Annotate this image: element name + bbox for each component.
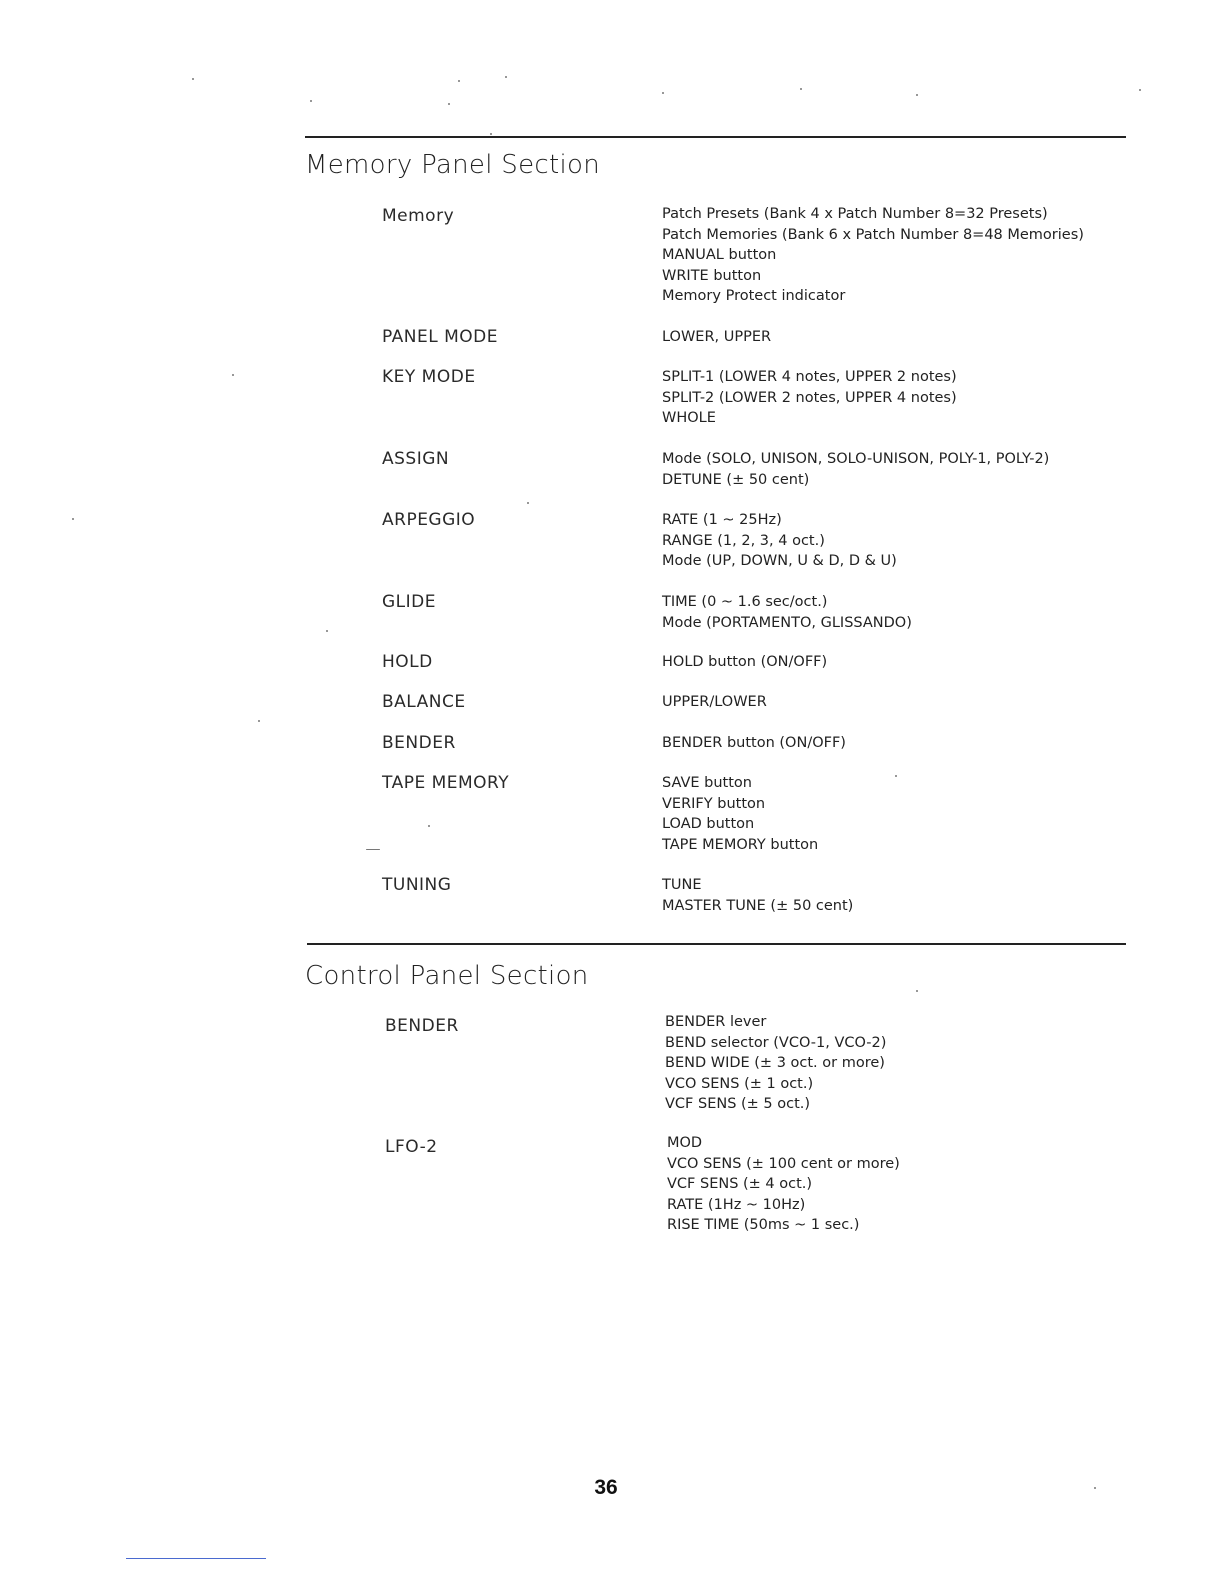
spec-values [665,1012,886,1115]
spec-value: TUNE [662,877,702,893]
scan-speck [916,94,918,96]
scan-speck [326,630,328,632]
spec-label: ARPEGGIO [382,510,476,530]
spec-value: TIME (0 ~ 1.6 sec/oct.) [662,594,828,610]
scan-speck [1139,89,1141,91]
spec-value: TAPE MEMORY button [662,836,819,853]
spec-value: Mode (UP, DOWN, U & D, D & U) [662,553,897,569]
scan-speck [662,92,664,94]
spec-value: SPLIT-2 (LOWER 2 notes, UPPER 4 notes) [662,389,957,406]
scan-edge-line [126,1558,266,1559]
spec-values [662,773,818,855]
spec-values [662,367,957,429]
spec-value: VCF SENS (± 4 oct.) [667,1176,813,1192]
scan-speck [895,775,897,777]
spec-value: SPLIT-1 (LOWER 4 notes, UPPER 2 notes) [662,369,957,385]
scan-speck [366,849,380,850]
spec-value: MANUAL button [662,247,777,263]
scan-speck [490,133,492,135]
spec-value: MOD [667,1135,703,1151]
spec-value: Patch Memories (Bank 6 x Patch Number 8=48 Memories) [662,226,1084,243]
spec-values [662,875,853,916]
spec-label: TAPE MEMORY [382,773,510,793]
spec-value: RATE (1 ~ 25Hz) [662,512,782,528]
scan-speck [916,990,918,992]
scan-speck [310,100,312,102]
spec-value: RISE TIME (50ms ~ 1 sec.) [667,1217,860,1233]
spec-value: VCO SENS (± 100 cent or more) [667,1155,900,1172]
spec-label: TUNING [382,875,452,895]
spec-value: RATE (1Hz ~ 10Hz) [667,1196,806,1213]
spec-label: BENDER [382,733,456,753]
spec-value: UPPER/LOWER [662,694,767,710]
spec-value: MASTER TUNE (± 50 cent) [662,897,854,914]
scan-speck [458,80,460,82]
spec-value: Memory Protect indicator [662,288,846,304]
spec-value: WHOLE [662,410,716,426]
spec-values [662,449,1049,490]
spec-values [662,733,846,754]
control-section-title: Control Panel Section [305,961,589,991]
spec-value: DETUNE (± 50 cent) [662,471,810,488]
spec-value: BENDER lever [665,1014,767,1030]
spec-value: Mode (SOLO, UNISON, SOLO-UNISON, POLY-1, POLY-2) [662,451,1050,467]
spec-label: BENDER [385,1016,459,1036]
scan-speck [800,88,802,90]
scan-speck [428,825,430,827]
spec-values [662,204,1084,307]
scan-speck [527,502,529,504]
spec-value: VCO SENS (± 1 oct.) [665,1075,814,1092]
spec-value: VERIFY button [662,795,766,812]
spec-values [662,692,767,713]
memory-section-title: Memory Panel Section [305,150,601,180]
spec-values [667,1133,900,1236]
spec-value: BEND WIDE (± 3 oct. or more) [665,1055,885,1071]
spec-label: BALANCE [382,692,466,712]
spec-values [662,327,771,348]
scan-speck [1094,1487,1096,1489]
spec-label: ASSIGN [382,449,450,469]
spec-label: LFO-2 [385,1137,438,1157]
spec-value: HOLD button (ON/OFF) [662,654,828,670]
spec-value: VCF SENS (± 5 oct.) [665,1096,811,1112]
spec-label: Memory [382,206,455,226]
page-number: 36 [594,1476,618,1499]
spec-value: LOAD button [662,816,755,832]
spec-value: SAVE button [662,775,752,791]
spec-value: RANGE (1, 2, 3, 4 oct.) [662,532,825,549]
scan-speck [72,518,74,520]
spec-label: KEY MODE [382,367,476,387]
spec-values [662,652,827,673]
scan-speck [192,78,194,80]
spec-value: Mode (PORTAMENTO, GLISSANDO) [662,614,912,631]
spec-value: BENDER button (ON/OFF) [662,735,846,751]
scan-speck [448,103,450,105]
spec-values [662,592,912,633]
spec-value: Patch Presets (Bank 4 x Patch Number 8=32 Presets) [662,206,1048,222]
spec-label: PANEL MODE [382,327,499,347]
scan-speck [505,76,507,78]
spec-value: LOWER, UPPER [662,329,772,345]
spec-value: BEND selector (VCO-1, VCO-2) [665,1034,887,1051]
spec-label: HOLD [382,652,433,672]
scan-speck [232,374,234,376]
spec-label: GLIDE [382,592,436,612]
section-rule-middle [307,943,1126,945]
section-rule-top [305,136,1126,138]
scan-speck [258,720,260,722]
spec-values [662,510,897,572]
spec-value: WRITE button [662,267,762,284]
